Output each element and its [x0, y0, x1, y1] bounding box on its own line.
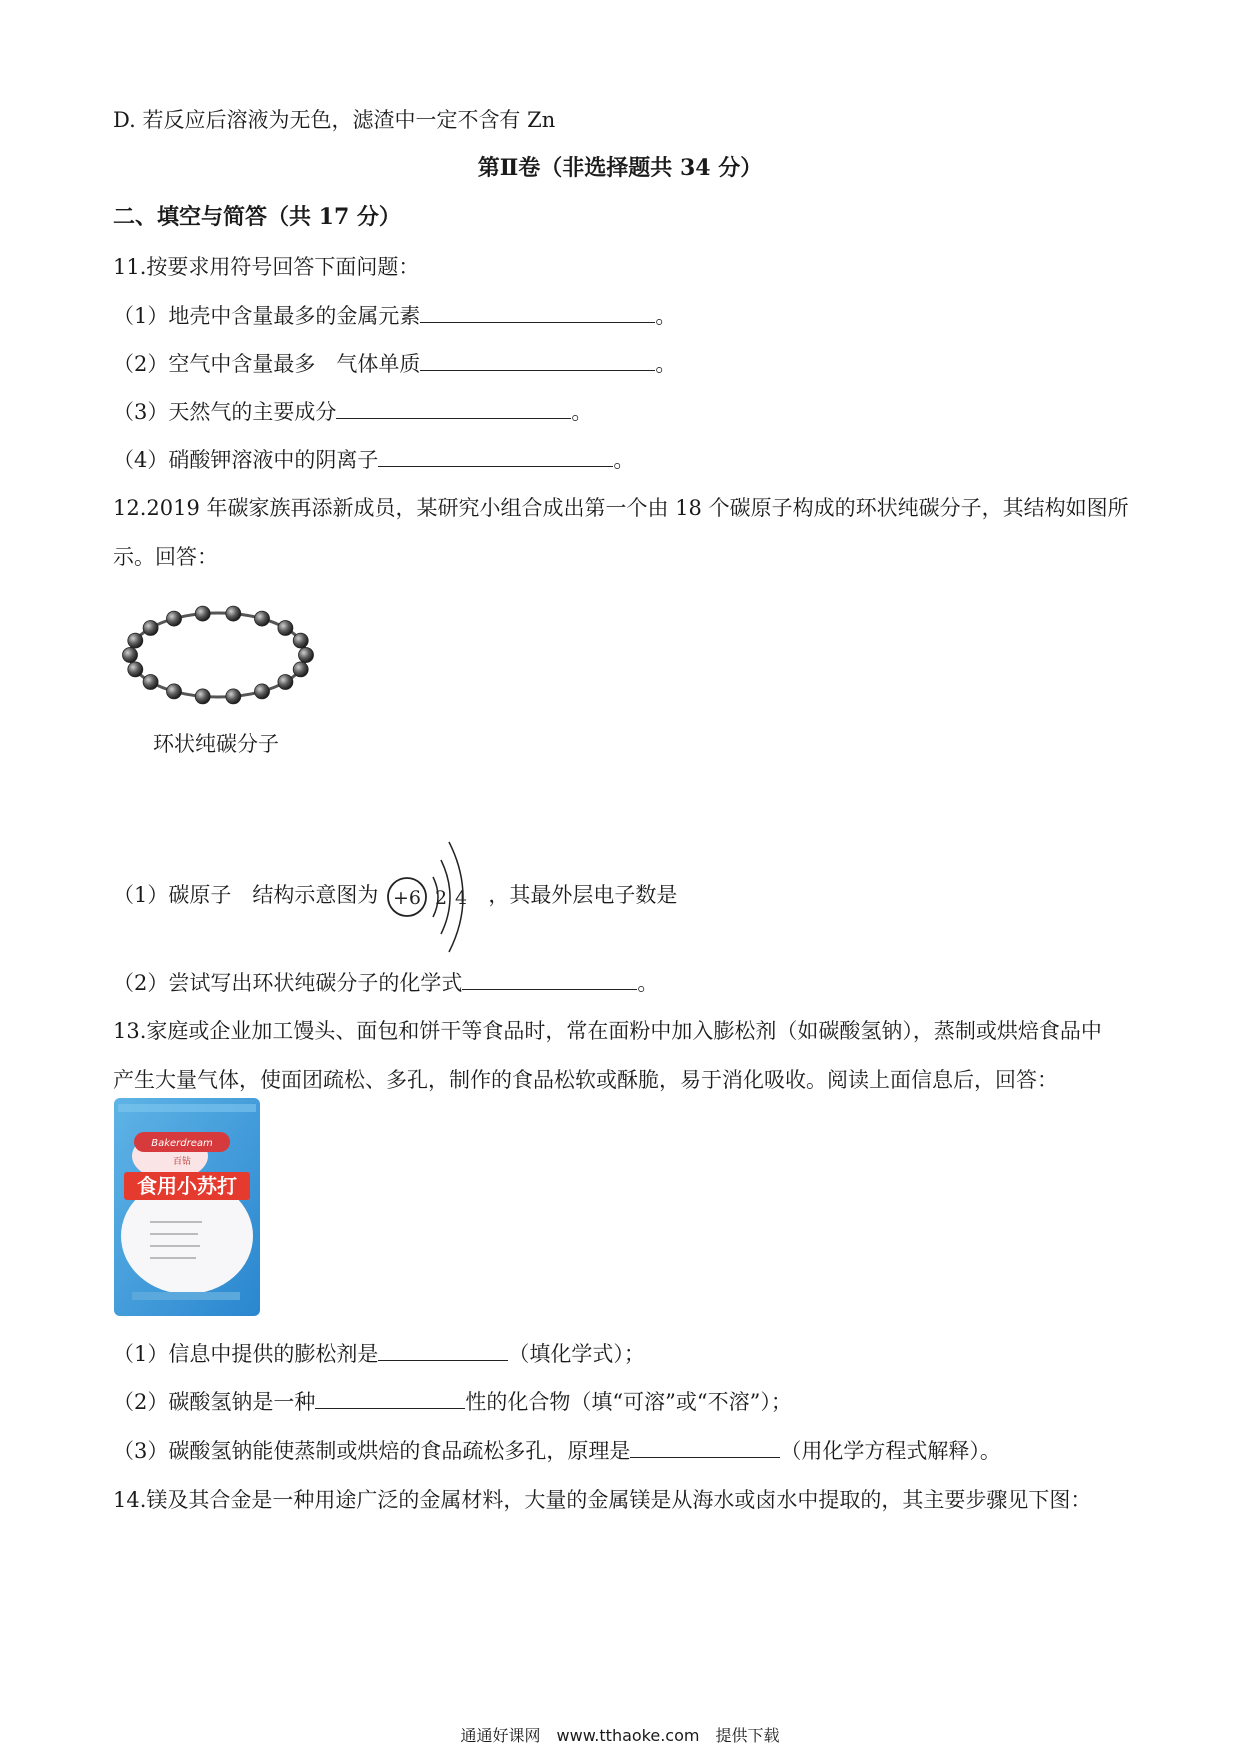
q11-item-2-text: （2）空气中含量最多 气体单质	[113, 352, 421, 376]
q11-item-1-blank[interactable]	[420, 300, 655, 323]
q11-item-2-blank[interactable]	[420, 348, 655, 371]
q11-item-3-suffix: 。	[571, 400, 593, 424]
q13-item-2-blank[interactable]	[315, 1386, 465, 1409]
carbon-atom-structure-diagram	[385, 832, 495, 962]
carbon-atom	[293, 633, 308, 648]
package-brand-cn: 百钻	[172, 1157, 192, 1167]
q13-item-3-text: （3）碳酸氢钠能使蒸制或烘焙的食品疏松多孔，原理是	[113, 1439, 631, 1463]
q13-item-3-blank[interactable]	[630, 1435, 780, 1458]
q11-item-2-suffix: 。	[655, 352, 677, 376]
q13-item-1-blank[interactable]	[378, 1338, 508, 1361]
q11-item-4	[113, 444, 634, 475]
q11-stem: 11.按要求用符号回答下面问题：	[113, 255, 420, 279]
q12-item-2-text: （2）尝试写出环状纯碳分子的化学式	[113, 971, 463, 995]
q12-item-1-suffix: ，其最外层电子数是	[488, 883, 678, 907]
q11-item-4-blank[interactable]	[378, 444, 613, 467]
q13-item-1	[113, 1338, 645, 1369]
baking-soda-package-image	[112, 1096, 262, 1318]
carbon-atom	[255, 611, 270, 626]
carbon-atom	[278, 621, 293, 636]
q11-item-1-suffix: 。	[655, 304, 677, 328]
q13-item-2-suffix: 性的化合物（填“可溶”或“不溶”）；	[465, 1390, 792, 1414]
carbon-atom	[226, 689, 241, 704]
nucleus-charge: +6	[392, 887, 422, 909]
q11-item-1	[113, 300, 676, 331]
part2-title: 第Ⅱ卷（非选择题共 34 分）	[477, 155, 763, 181]
carbon-atom	[167, 684, 182, 699]
shell-2-electrons: 4	[454, 887, 468, 909]
q13-item-3-suffix: （用化学方程式解释）。	[780, 1439, 1001, 1463]
carbon-atom	[128, 633, 143, 648]
q12-item-2-suffix: 。	[637, 971, 659, 995]
carbon-atom	[299, 648, 314, 663]
q11-item-4-text: （4）硝酸钾溶液中的阴离子	[113, 448, 379, 472]
carbon-atom	[143, 621, 158, 636]
carbon-atom	[195, 606, 210, 621]
shell-1-electrons: 2	[434, 887, 448, 909]
carbon-atom	[255, 684, 270, 699]
carbon-atom	[123, 648, 138, 663]
ring-molecule-caption: 环状纯碳分子	[153, 732, 279, 756]
q12-item-2-blank[interactable]	[462, 967, 637, 990]
q11-item-2	[113, 348, 676, 379]
q12-stem-line2: 示。回答：	[113, 545, 218, 569]
carbon-atom	[293, 662, 308, 677]
q13-stem-line2: 产生大量气体，使面团疏松、多孔，制作的食品松软或酥脆，易于消化吸收。阅读上面信息后，回答：	[113, 1068, 1058, 1092]
carbon-atom	[128, 662, 143, 677]
q11-item-1-text: （1）地壳中含量最多的金属元素	[113, 304, 421, 328]
package-brand: Bakerdream	[151, 1138, 213, 1149]
q12-item-1-text: （1）碳原子 结构示意图为	[113, 883, 379, 907]
q14-stem: 14.镁及其合金是一种用途广泛的金属材料，大量的金属镁是从海水或卤水中提取的，其主要步骤见下图：	[113, 1488, 1092, 1512]
q13-item-2-text: （2）碳酸氢钠是一种	[113, 1390, 316, 1414]
q12-stem-line1: 12.2019 年碳家族再添新成员，某研究小组合成出第一个由 18 个碳原子构成的环状纯碳分子，其结构如图所	[113, 496, 1129, 520]
q11-item-3-text: （3）天然气的主要成分	[113, 400, 337, 424]
carbon-atom	[143, 675, 158, 690]
carbon-atom	[226, 606, 241, 621]
carbon-atom	[195, 689, 210, 704]
q13-item-2	[113, 1386, 792, 1417]
q13-item-3	[113, 1435, 1001, 1466]
section2-title: 二、填空与简答（共 17 分）	[113, 204, 401, 230]
package-label: 食用小苏打	[137, 1174, 237, 1198]
page-footer: 通通好课网 www.tthaoke.com 提供下载	[460, 1726, 780, 1745]
q11-item-3-blank[interactable]	[336, 396, 571, 419]
q13-item-1-suffix: （填化学式）；	[508, 1342, 645, 1366]
carbon-atom	[278, 675, 293, 690]
ring-carbon-molecule-figure	[118, 600, 318, 710]
q11-item-4-suffix: 。	[613, 448, 635, 472]
q13-item-1-text: （1）信息中提供的膨松剂是	[113, 1342, 379, 1366]
q13-stem-line1: 13.家庭或企业加工馒头、面包和饼干等食品时，常在面粉中加入膨松剂（如碳酸氢钠），蒸制或烘焙食品中	[113, 1019, 1102, 1043]
carbon-atom	[167, 611, 182, 626]
q11-item-3	[113, 396, 592, 427]
q12-item-2	[113, 967, 658, 998]
q10-option-d: D. 若反应后溶液为无色，滤渣中一定不含有 Zn	[113, 108, 556, 132]
